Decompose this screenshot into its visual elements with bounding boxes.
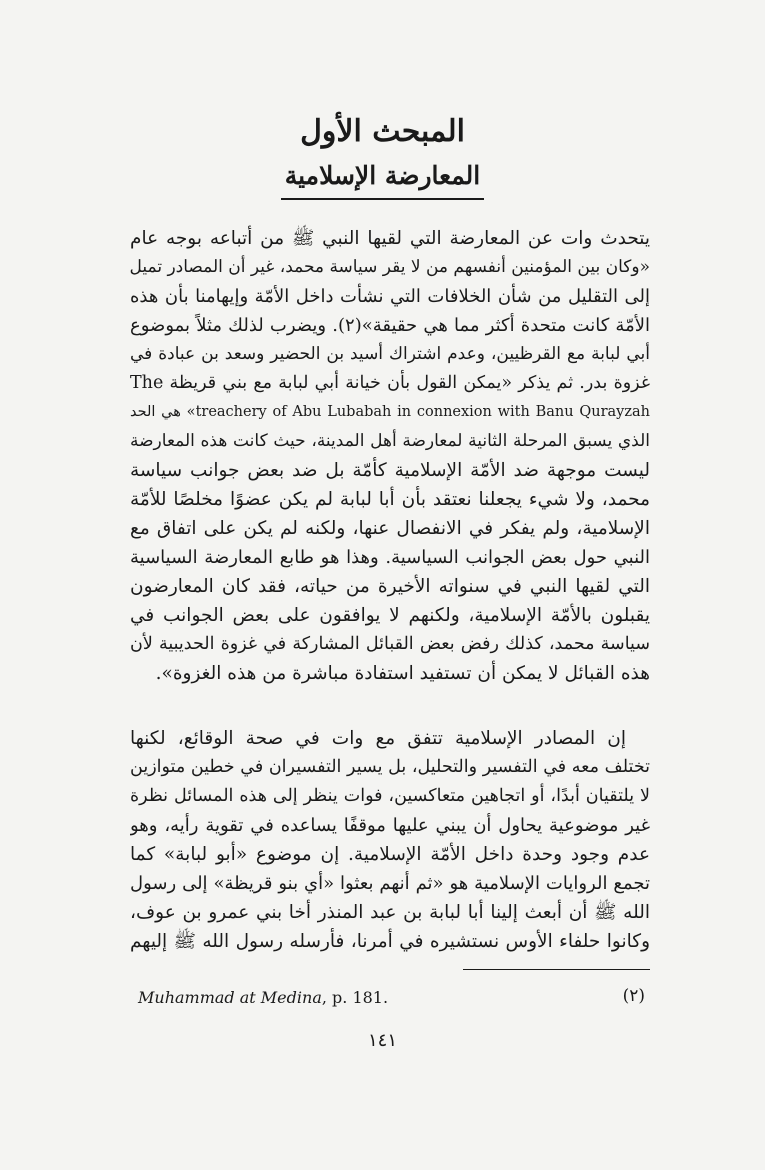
text-line: الذي يسبق المرحلة الثانية لمعارضة أهل المدينة، حيث كانت هذه المعارضة bbox=[130, 431, 650, 451]
text-line: النبي حول بعض الجوانب السياسية. وهذا هو طابع المعارضة السياسية bbox=[130, 547, 650, 568]
text-line: يتحدث وات عن المعارضة التي لقيها النبي ﷺ من أتباعه بوجه عام bbox=[130, 228, 650, 249]
text-line: الله ﷺ أن أبعث إلينا أبا لبابة بن عبد المنذر أخا بني عمرو بن عوف، bbox=[130, 902, 650, 923]
text-line: ليست موجهة ضد الأمّة الإسلامية كأمّة بل ضد بعض جوانب سياسة bbox=[130, 460, 650, 481]
footnote-marker: (٢) bbox=[622, 986, 645, 1006]
paragraph-gap bbox=[130, 688, 650, 724]
text-line: الإسلامية، ولم يفكر في الانفصال عنها، ولكنه لم يكن على اتفاق مع bbox=[130, 518, 650, 539]
text-line: محمد، ولا شيء يجعلنا نعتقد بأن أبا لبابة لم يكن عضوًا مخلصًا للأمّة bbox=[130, 489, 650, 510]
footnote-source-page: , p. 181. bbox=[321, 988, 389, 1007]
text-line: سياسة محمد، كذلك رفض بعض القبائل المشاركة في غزوة الحديبية لأن bbox=[130, 634, 650, 654]
text-line: الأمّة كانت متحدة أكثر مما هي حقيقة»(٢). ويضرب لذلك مثلاً بموضوع bbox=[130, 315, 650, 336]
paragraph-1 bbox=[130, 224, 650, 688]
footnote-source-title: Muhammad at Medina bbox=[138, 988, 322, 1007]
footnote-divider bbox=[463, 969, 650, 970]
page-number: ١٤١ bbox=[367, 1030, 397, 1051]
text-line: غير موضوعية يحاول أن يبني عليها موقفًا يساعده في تقوية رأيه، وهو bbox=[130, 815, 650, 836]
text-line: تجمع الروايات الإسلامية هو «ثم أنهم بعثوا «أي بنو قريظة» إلى رسول bbox=[130, 873, 650, 894]
subtitle-text: المعارضة الإسلامية bbox=[281, 158, 485, 200]
text-line: treachery of Abu Lubabah in connexion with Banu Qurayzah» هي الحد bbox=[130, 404, 650, 420]
section-title: المبحث الأول bbox=[300, 114, 465, 149]
text-line: هذه القبائل لا يمكن أن تستفيد استفادة مباشرة من هذه الغزوة». bbox=[155, 663, 650, 684]
text-line: عدم وجود وحدة داخل الأمّة الإسلامية. إن موضوع «أبو لبابة» كما bbox=[130, 844, 650, 865]
text-line: لا يلتقيان أبدًا، أو اتجاهين متعاكسين، فوات ينظر إلى هذه المسائل نظرة bbox=[130, 786, 650, 806]
section-subtitle bbox=[0, 158, 765, 200]
text-line: تختلف معه في التفسير والتحليل، بل يسير التفسيران في خطين متوازين bbox=[130, 757, 650, 777]
text-line: «وكان بين المؤمنين أنفسهم من لا يقر سياسة محمد، غير أن المصادر تميل bbox=[130, 257, 650, 277]
text-line: أبي لبابة مع القرظيين، وعدم اشتراك أسيد بن الحضير وسعد بن عبادة في bbox=[130, 344, 650, 364]
text-line: إلى التقليل من شأن الخلافات التي نشأت داخل الأمّة وإيهامنا بأن هذه bbox=[130, 286, 650, 307]
paragraph-2 bbox=[130, 724, 650, 956]
text-line: إن المصادر الإسلامية تتفق مع وات في صحة الوقائع، لكنها bbox=[130, 728, 626, 749]
text-line: يقبلون بالأمّة الإسلامية، ولكنهم لا يوافقون على بعض الجوانب في bbox=[130, 605, 650, 626]
text-line: وكانوا حلفاء الأوس نستشيره في أمرنا، فأرسله رسول الله ﷺ إليهم bbox=[130, 931, 650, 952]
body-text bbox=[130, 224, 650, 956]
text-line: التي لقيها النبي في سنواته الأخيرة من حياته، فقد كان المعارضون bbox=[130, 576, 650, 597]
footnote-citation bbox=[138, 988, 388, 1007]
text-line: غزوة بدر. ثم يذكر «يمكن القول بأن خيانة أبي لبابة مع بني قريظة The bbox=[130, 373, 650, 393]
